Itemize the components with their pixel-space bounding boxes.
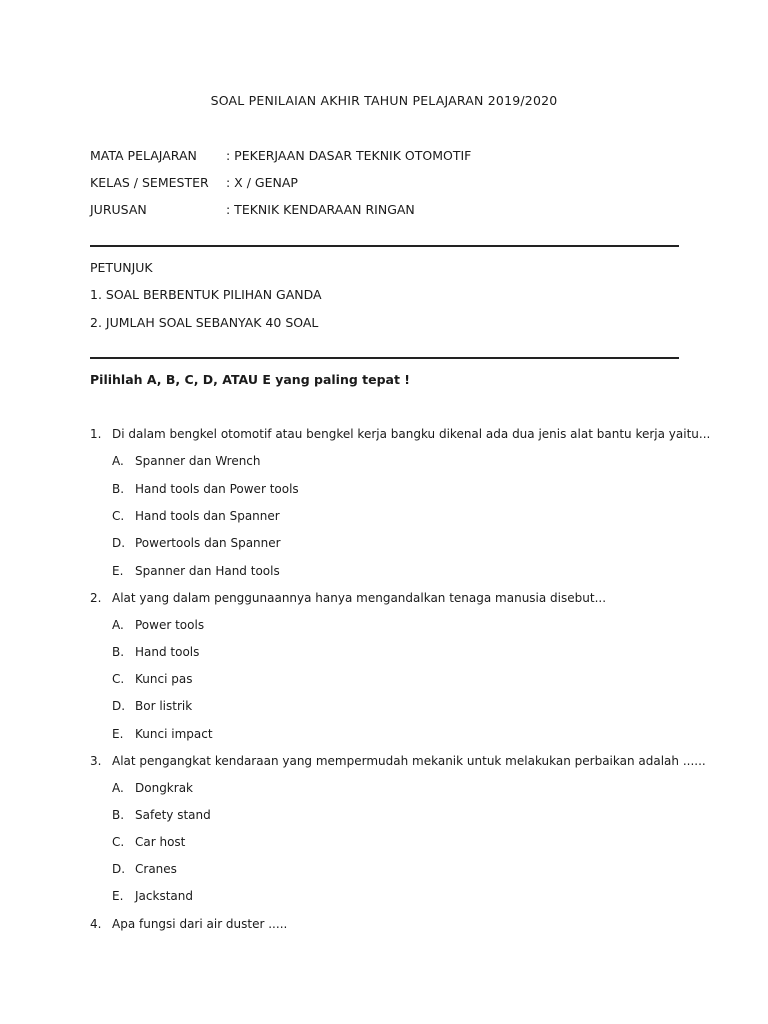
option-letter: C.	[112, 835, 125, 849]
info-label: MATA PELAJARAN	[90, 148, 197, 163]
option-text: Kunci impact	[135, 727, 213, 741]
directive-text: Pilihlah A, B, C, D, ATAU E yang paling tepat !	[90, 372, 411, 387]
question-number: 3.	[90, 754, 102, 768]
option-text: Spanner dan Hand tools	[135, 564, 280, 578]
question-text: Di dalam bengkel otomotif atau bengkel kerja bangku dikenal ada dua jenis alat bantu kerja yaitu...	[112, 427, 711, 441]
instructions-heading: PETUNJUK	[90, 260, 153, 275]
info-label: KELAS / SEMESTER	[90, 175, 209, 190]
info-value: : TEKNIK KENDARAAN RINGAN	[226, 202, 415, 217]
question-number: 1.	[90, 427, 102, 441]
option-text: Safety stand	[135, 808, 211, 822]
option-text: Hand tools dan Spanner	[135, 509, 280, 523]
option-letter: B.	[112, 645, 125, 659]
option-text: Bor listrik	[135, 699, 193, 713]
option-text: Cranes	[135, 862, 177, 876]
option-letter: B.	[112, 808, 125, 822]
info-label: JURUSAN	[90, 202, 147, 217]
option-text: Jackstand	[135, 889, 193, 903]
option-text: Powertools dan Spanner	[135, 536, 281, 550]
option-letter: B.	[112, 482, 125, 496]
instruction-item: 2. JUMLAH SOAL SEBANYAK 40 SOAL	[90, 315, 319, 330]
option-text: Power tools	[135, 618, 205, 632]
option-letter: D.	[112, 862, 126, 876]
option-letter: D.	[112, 536, 126, 550]
question-number: 2.	[90, 591, 102, 605]
option-letter: C.	[112, 672, 125, 686]
info-value: : X / GENAP	[226, 175, 298, 190]
page-title: SOAL PENILAIAN AKHIR TAHUN PELAJARAN 2019/2020	[210, 93, 558, 108]
option-letter: E.	[112, 564, 124, 578]
question-number: 4.	[90, 917, 102, 931]
option-text: Hand tools dan Power tools	[135, 482, 299, 496]
option-letter: C.	[112, 509, 125, 523]
option-text: Kunci pas	[135, 672, 193, 686]
option-letter: A.	[112, 454, 124, 468]
divider-bottom	[90, 357, 679, 359]
option-text: Dongkrak	[135, 781, 193, 795]
option-letter: D.	[112, 699, 126, 713]
option-text: Hand tools	[135, 645, 200, 659]
option-letter: E.	[112, 727, 124, 741]
info-value: : PEKERJAAN DASAR TEKNIK OTOMOTIF	[226, 148, 472, 163]
question-text: Alat pengangkat kendaraan yang mempermudah mekanik untuk melakukan perbaikan adalah ......	[112, 754, 706, 768]
option-text: Spanner dan Wrench	[135, 454, 261, 468]
option-text: Car host	[135, 835, 186, 849]
option-letter: E.	[112, 889, 124, 903]
option-letter: A.	[112, 618, 124, 632]
question-text: Apa fungsi dari air duster .....	[112, 917, 288, 931]
question-text: Alat yang dalam penggunaannya hanya mengandalkan tenaga manusia disebut...	[112, 591, 607, 605]
divider-top	[90, 245, 679, 247]
instruction-item: 1. SOAL BERBENTUK PILIHAN GANDA	[90, 287, 322, 302]
option-letter: A.	[112, 781, 124, 795]
